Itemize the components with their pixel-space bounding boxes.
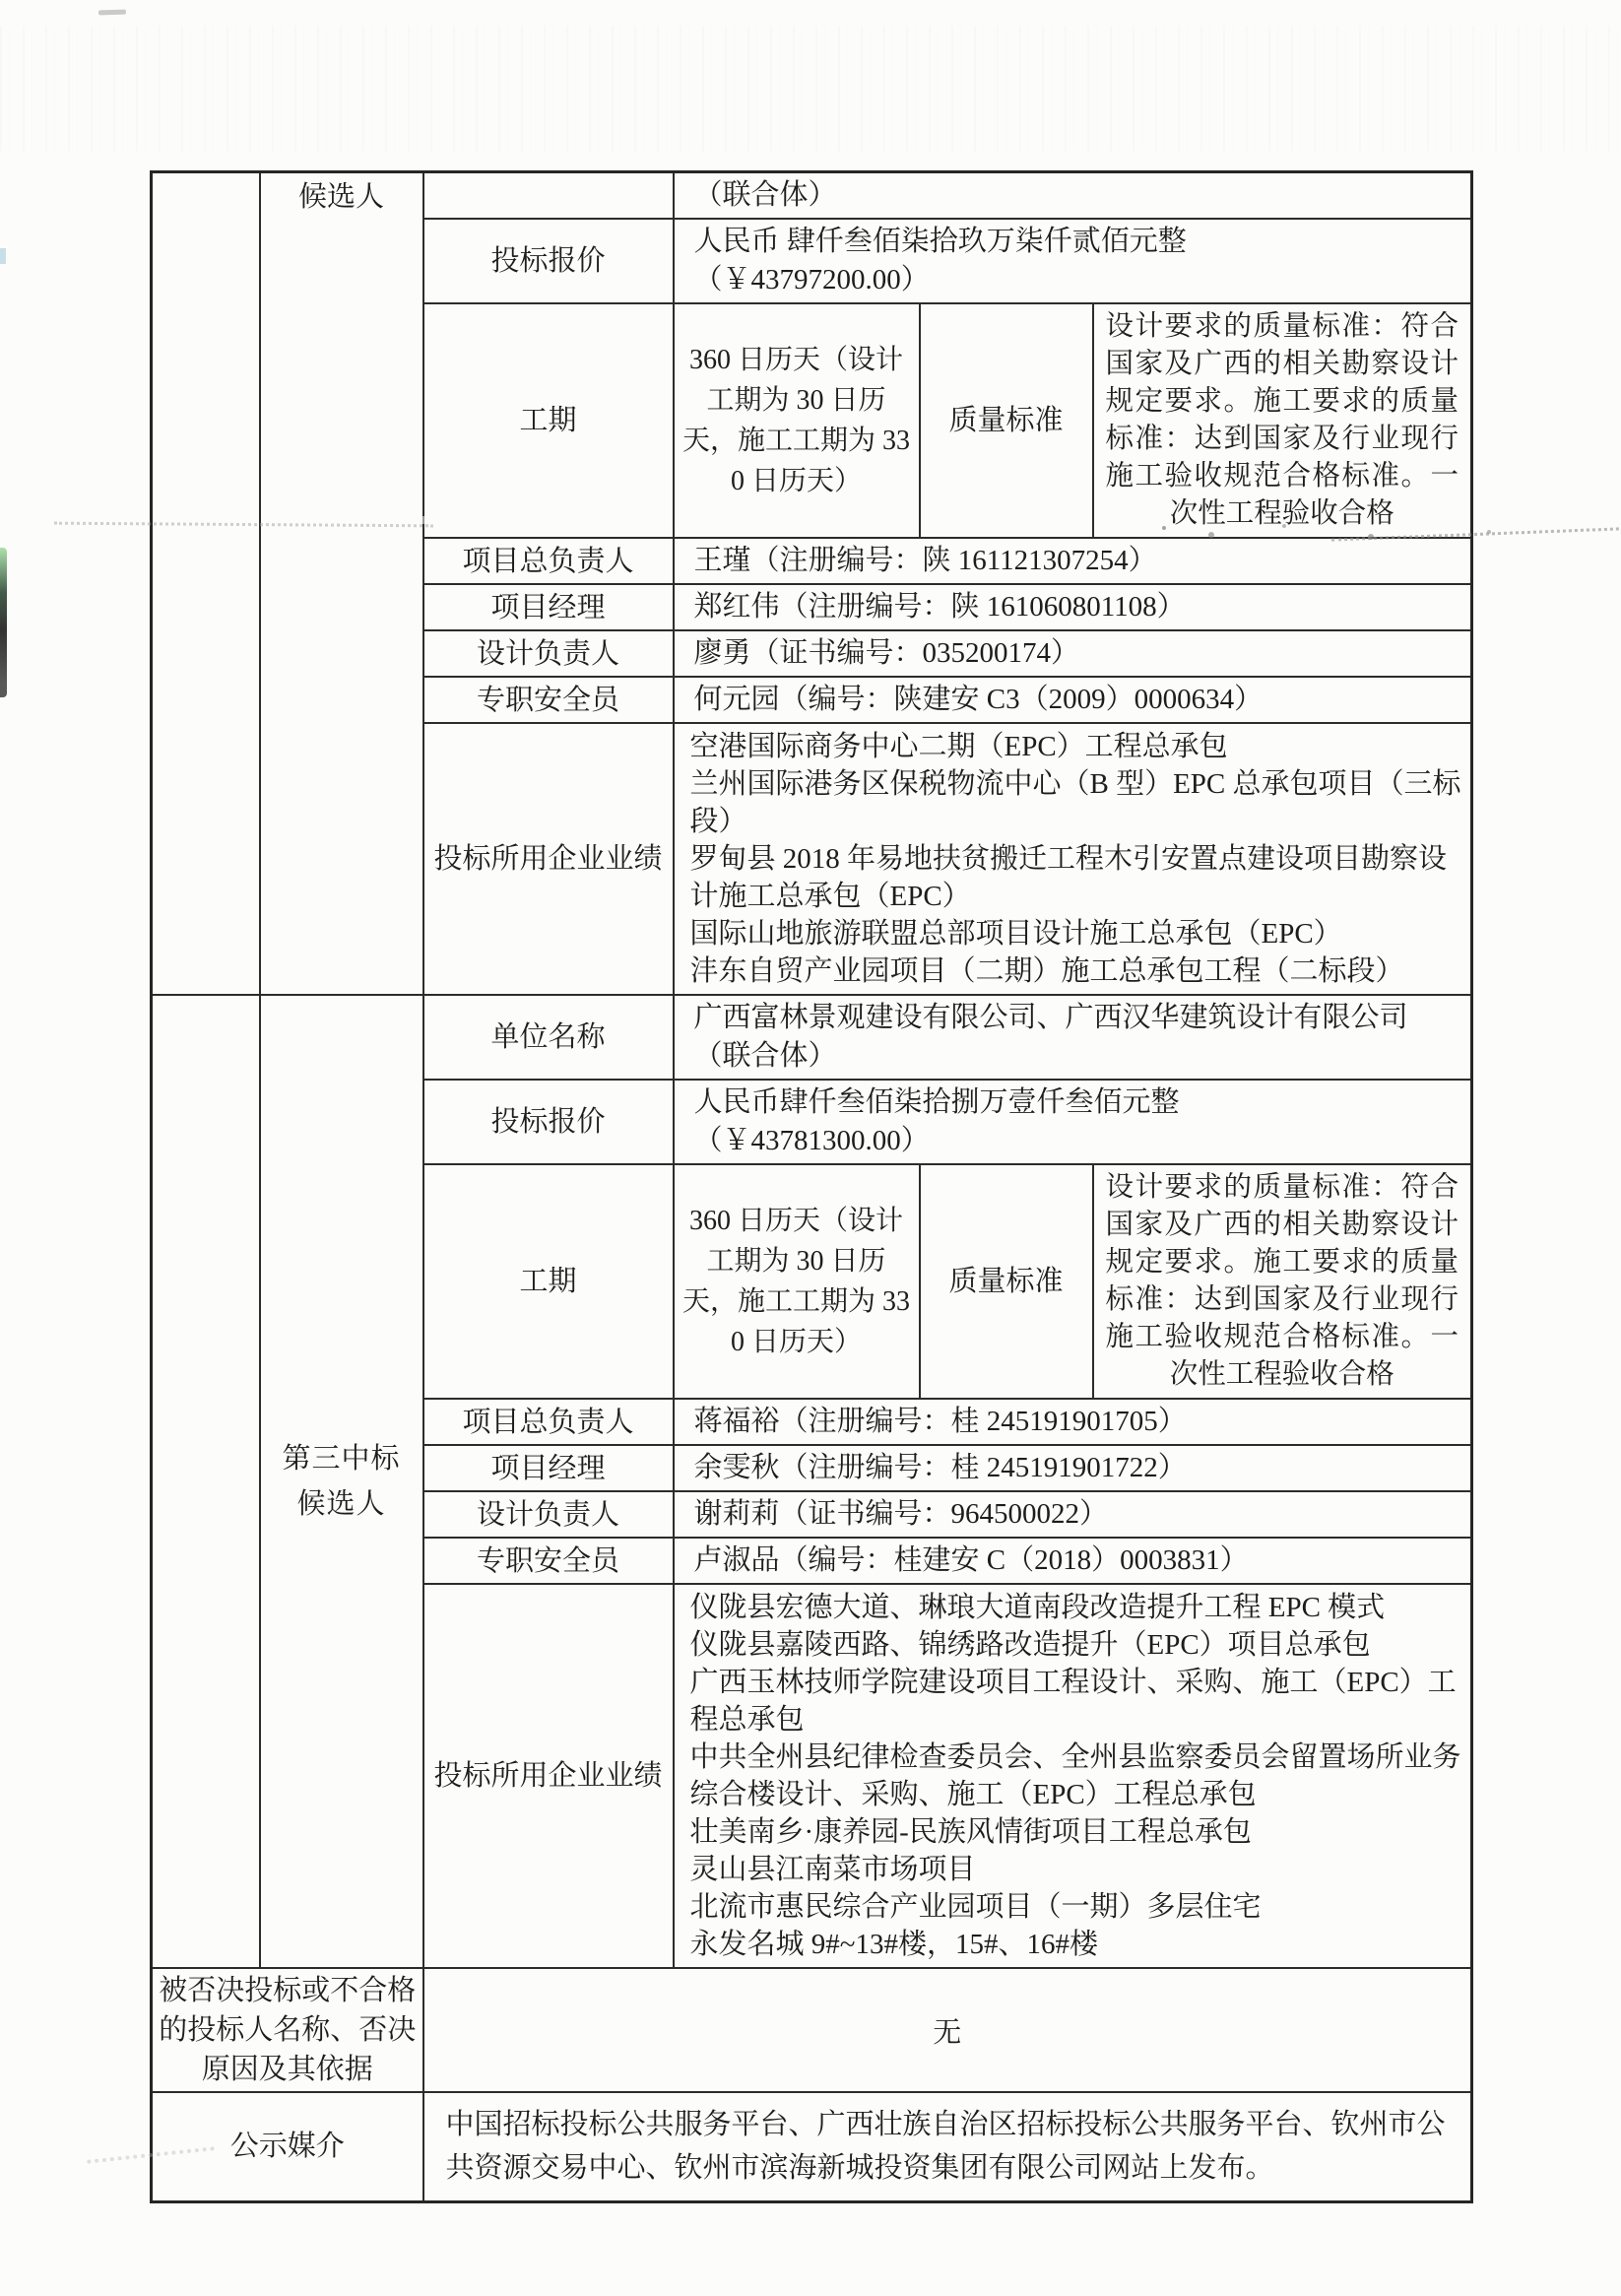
achievements-label: 投标所用企业业绩 — [423, 723, 674, 995]
design-lead-value: 谢莉莉（证书编号：964500022） — [674, 1491, 1472, 1538]
achievement-item: 壮美南乡·康养园-民族风情街项目工程总承包 — [689, 1816, 1252, 1848]
scan-artifact-left-blob — [0, 548, 7, 697]
safety-officer-value: 卢淑品（编号：桂建安 C（2018）0003831） — [674, 1538, 1472, 1584]
candidate-side-label — [260, 172, 423, 996]
bid-candidates-table — [150, 170, 1473, 2203]
rejected-bidders-value: 无 — [423, 1968, 1472, 2092]
bid-price-figures: （￥43781300.00） — [693, 1125, 930, 1156]
bid-price-label: 投标报价 — [423, 1080, 674, 1164]
scan-artifact-top-dash — [98, 10, 126, 16]
achievements-list — [674, 723, 1472, 995]
candidate-side-label-text: 候选人 — [297, 181, 384, 213]
quality-value: 设计要求的质量标准：符合国家及广西的相关勘察设计规定要求。施工要求的质量标准：达到国家及行业现行施工验收规范合格标准。一次性工程验收合格 — [1093, 1164, 1472, 1399]
publicity-media-value: 中国招标投标公共服务平台、广西壮族自治区招标投标公共服务平台、钦州市公共资源交易中心、钦州市滨海新城投资集团有限公司网站上发布。 — [423, 2092, 1472, 2201]
design-lead-label: 设计负责人 — [423, 1491, 674, 1538]
achievement-item: 空港国际商务中心二期（EPC）工程总承包 — [689, 731, 1228, 762]
unit-name-continued: （联合体） — [674, 172, 1472, 220]
achievements-label: 投标所用企业业绩 — [423, 1584, 674, 1968]
quality-label: 质量标准 — [920, 303, 1093, 538]
chief-label: 项目总负责人 — [423, 1399, 674, 1445]
unit-name-label: 单位名称 — [423, 995, 674, 1080]
outer-span-cell-empty — [152, 172, 260, 996]
quality-value: 设计要求的质量标准：符合国家及广西的相关勘察设计规定要求。施工要求的质量标准：达到国家及行业现行施工验收规范合格标准。一次性工程验收合格 — [1093, 303, 1472, 538]
bid-price-label: 投标报价 — [423, 219, 674, 303]
achievement-item: 国际山地旅游联盟总部项目设计施工总承包（EPC） — [689, 918, 1342, 950]
publicity-media-label: 公示媒介 — [152, 2092, 423, 2201]
manager-value: 余雯秋（注册编号：桂 245191901722） — [674, 1445, 1472, 1491]
safety-officer-value: 何元园（编号：陕建安 C3（2009）0000634） — [674, 677, 1472, 723]
design-lead-label: 设计负责人 — [423, 630, 674, 677]
duration-label: 工期 — [423, 303, 674, 538]
unit-name-label-empty — [423, 172, 674, 220]
achievement-item: 灵山县江南菜市场项目 — [689, 1854, 976, 1885]
outer-span-cell-empty — [152, 995, 260, 1968]
manager-label: 项目经理 — [423, 584, 674, 630]
safety-officer-label: 专职安全员 — [423, 1538, 674, 1584]
candidate-side-label-text: 第三中标候选人 — [282, 1443, 401, 1520]
design-lead-value: 廖勇（证书编号：035200174） — [674, 630, 1472, 677]
bid-price-value — [674, 219, 1472, 303]
chief-label: 项目总负责人 — [423, 538, 674, 584]
achievement-item: 仪陇县宏德大道、琳琅大道南段改造提升工程 EPC 模式 — [689, 1592, 1386, 1623]
achievement-item: 中共全州县纪律检查委员会、全州县监察委员会留置场所业务综合楼设计、采购、施工（EPC）工程总承包 — [689, 1741, 1461, 1810]
duration-value: 360 日历天（设计工期为 30 日历天，施工工期为 330 日历天） — [674, 1164, 920, 1399]
achievement-item: 永发名城 9#~13#楼，15#、16#楼 — [689, 1929, 1098, 1960]
chief-value: 王瑾（注册编号：陕 161121307254） — [674, 538, 1472, 584]
achievement-item: 兰州国际港务区保税物流中心（B 型）EPC 总承包项目（三标段） — [689, 768, 1461, 837]
achievement-item: 广西玉林技师学院建设项目工程设计、采购、施工（EPC）工程总承包 — [689, 1667, 1457, 1736]
achievement-item: 罗甸县 2018 年易地扶贫搬迁工程木引安置点建设项目勘察设计施工总承包（EPC） — [689, 843, 1448, 912]
chief-value: 蒋福裕（注册编号：桂 245191901705） — [674, 1399, 1472, 1445]
duration-value: 360 日历天（设计工期为 30 日历天，施工工期为 330 日历天） — [674, 303, 920, 538]
safety-officer-label: 专职安全员 — [423, 677, 674, 723]
manager-label: 项目经理 — [423, 1445, 674, 1491]
duration-label: 工期 — [423, 1164, 674, 1399]
scan-artifact-left-tick — [0, 248, 6, 264]
bid-price-figures: （￥43797200.00） — [693, 264, 930, 295]
scan-noise-band — [0, 26, 1621, 152]
candidate-side-label — [260, 995, 423, 1968]
bid-price-words: 人民币 肆仟叁佰柒拾玖万柒仟贰佰元整 — [693, 226, 1187, 257]
unit-name-value: 广西富林景观建设有限公司、广西汉华建筑设计有限公司（联合体） — [674, 995, 1472, 1080]
achievement-item: 仪陇县嘉陵西路、锦绣路改造提升（EPC）项目总承包 — [689, 1629, 1371, 1661]
achievement-item: 北流市惠民综合产业园项目（一期）多层住宅 — [689, 1891, 1262, 1923]
bid-price-value — [674, 1080, 1472, 1164]
manager-value: 郑红伟（注册编号：陕 161060801108） — [674, 584, 1472, 630]
rejected-bidders-label: 被否决投标或不合格的投标人名称、否决原因及其依据 — [152, 1968, 423, 2092]
quality-label: 质量标准 — [920, 1164, 1093, 1399]
bid-price-words: 人民币肆仟叁佰柒拾捌万壹仟叁佰元整 — [693, 1086, 1180, 1118]
achievements-list — [674, 1584, 1472, 1968]
achievement-item: 沣东自贸产业园项目（二期）施工总承包工程（二标段） — [689, 955, 1404, 987]
